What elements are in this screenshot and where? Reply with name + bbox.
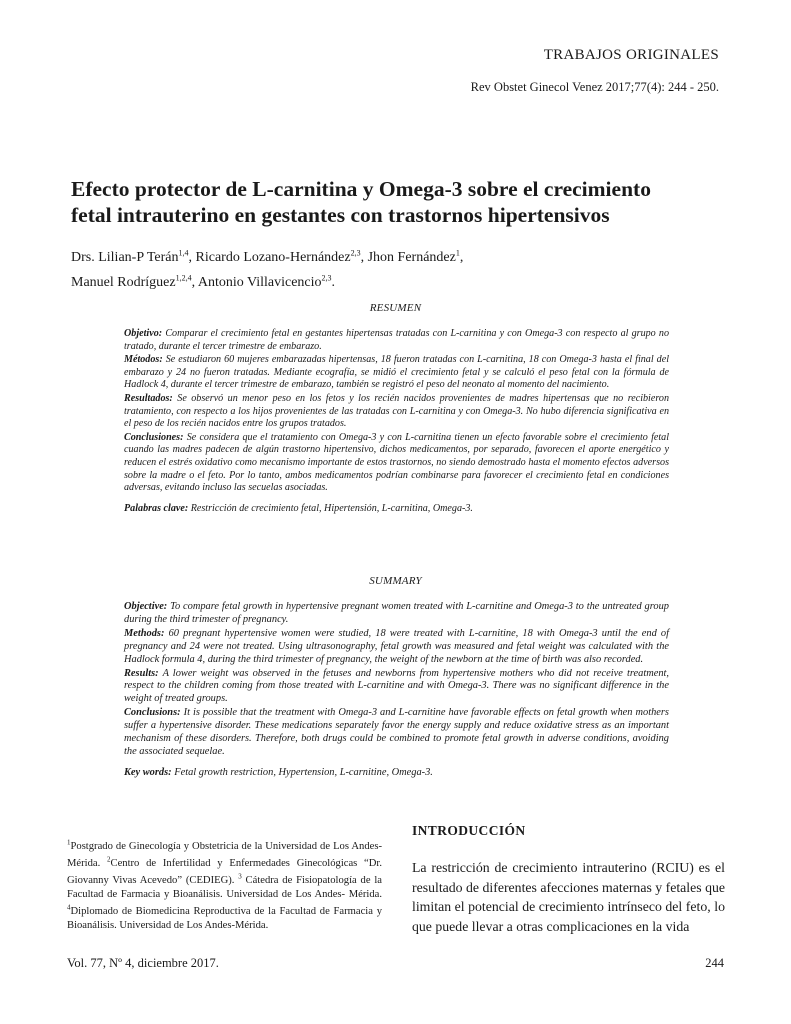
- author: Manuel Rodríguez$^{1,2,4}$,: [71, 273, 198, 291]
- page-number: 244: [705, 956, 724, 970]
- affiliation: $^4$Diplomado de Biomedicina Reproductiva de la Facultad de Farmacia y Bioanálisis. Universidad de Los Andes-Mérida.: [67, 903, 382, 931]
- title-line-1: Efecto protector de L-carnitina y Omega-3 sobre el crecimiento: [71, 177, 651, 201]
- resumen-objetivo: Objetivo: Comparar el crecimiento fetal en gestantes hipertensas tratadas con L-carnitina y con Omega-3 con respecto al grupo no tratado, durante el tercer trimestre de embarazo.: [124, 328, 670, 352]
- author: Drs. Lilian-P Terán$^{1,4}$,: [71, 248, 196, 265]
- affiliations-footnote: [67, 836, 382, 932]
- article-title: [71, 176, 731, 228]
- resumen-metodos: Métodos: Se estudiaron 60 mujeres embarazadas hipertensas, 18 fueron tratadas con L-carnitina, 18 con Omega-3 hasta el final del embarazo y 24 no fueron tratadas. Mediante ecografía, se midió el crecimiento fetal y se calculó el peso fetal con la fórmula de Hadlock 4, durante el tercer trimestre de embarazo, también se registró el peso del neonato al momento del nacimiento.: [124, 354, 669, 391]
- summary-conclusions: Conclusions: It is possible that the treatment with Omega-3 and L-carnitine have favorable effects on fetal growth when mothers suffer a hypertensive disorder. These medications separately favor the energy supply and reduce oxidative stress as an important mechanism of these disorders. Therefore, both drugs could be combined to promote fetal growth in adverse conditions, avoiding the associated sequelae.: [124, 707, 669, 757]
- journal-citation: Rev Obstet Ginecol Venez 2017;77(4): 244 - 250.: [470, 80, 719, 94]
- author-list: [71, 242, 731, 293]
- summary-abstract: [124, 601, 669, 781]
- summary-results: Results: A lower weight was observed in the fetuses and newborns from hypertensive mothers who did not receive treatment, respect to the children coming from those treated with L-carnitine and with Omega-3. There was no significant difference in the weight of treated groups.: [124, 667, 669, 705]
- resumen-conclusiones: Conclusiones: Se considera que el tratamiento con Omega-3 y con L-carnitina tienen un efecto favorable sobre el crecimiento fetal cuando las madres padecen de algún trastorno hipertensivo, dichos medicamentos, por separado, favorecen el aporte energético y reducen el estrés oxidativo como mecanismo importante de estos trastornos, no siendo demostrado hasta el momento efectos adversos sobre la madre o el feto. Por lo tanto, ambos medicamentos podrían combinarse para favorecer el crecimiento fetal en condiciones adversas, evitando incluso las secuelas asociadas.: [124, 431, 670, 494]
- summary-objective: Objective: To compare fetal growth in hypertensive pregnant women treated with L-carnitine and Omega-3 to the untreated group during the third trimester of pregnancy.: [124, 601, 669, 625]
- resumen-palabras-clave: Palabras clave: Restricción de crecimiento fetal, Hipertensión, L-carnitina, Omega-3.: [124, 502, 473, 514]
- resumen-resultados: Resultados: Se observó un menor peso en los fetos y los recién nacidos provenientes de madres hipertensas que no recibieron tratamiento, con respecto a los hijos provenientes de las tratadas con L-carnitina y con Omega-3. No hubo diferencia significativa en el peso de los recién nacidos entre los grupos tratados.: [124, 392, 669, 430]
- summary-heading: SUMMARY: [369, 575, 422, 587]
- introduccion-text: La restricción de crecimiento intrauterino (RCIU) es el resultado de diferentes afecciones maternas y fetales que limitan el potencial de crecimiento intrínseco del feto, lo que puede llevar a otras complicaciones en la vida: [412, 860, 725, 934]
- summary-methods: Methods: 60 pregnant hypertensive women were studied, 18 were treated with L-carnitine, 18 with Omega-3 until the end of pregnancy and 24 were not treated. Using ultrasonography, fetal growth was measured and fetal weight was calculated with the Hadlock formula 4, during the third trimester of pregnancy, the weight of the newborn at the time of birth was also recorded.: [124, 627, 669, 665]
- resumen-heading: RESUMEN: [369, 302, 422, 314]
- affiliation: $^2$Centro de Infertilidad y Enfermedades Ginecológicas “Dr. Giovanny Vivas Acevedo” (CEDIEG).: [67, 855, 382, 886]
- title-line-2: fetal intrauterino en gestantes con trastornos hipertensivos: [71, 203, 610, 227]
- summary-keywords: Key words: Fetal growth restriction, Hypertension, L-carnitine, Omega-3.: [124, 766, 433, 778]
- author: Jhon Fernández$^1$,: [367, 248, 464, 265]
- author: Ricardo Lozano-Hernández$^{2,3}$,: [195, 248, 368, 265]
- introduccion-heading: INTRODUCCIÓN: [412, 823, 526, 838]
- affiliation: $^1$Postgrado de Ginecología y Obstetricia de la Universidad de Los Andes-Mérida.: [67, 838, 382, 869]
- affiliation: $^3$ Cátedra de Fisiopatología de la Facultad de Farmacia y Bioanálisis. Universidad de Los Andes- Mérida.: [67, 872, 382, 900]
- author: Antonio Villavicencio$^{2,3}$.: [197, 273, 336, 291]
- footer-issue: Vol. 77, Nº 4, diciembre 2017.: [67, 956, 219, 970]
- resumen-abstract: [124, 328, 669, 516]
- section-label: TRABAJOS ORIGINALES: [543, 47, 719, 63]
